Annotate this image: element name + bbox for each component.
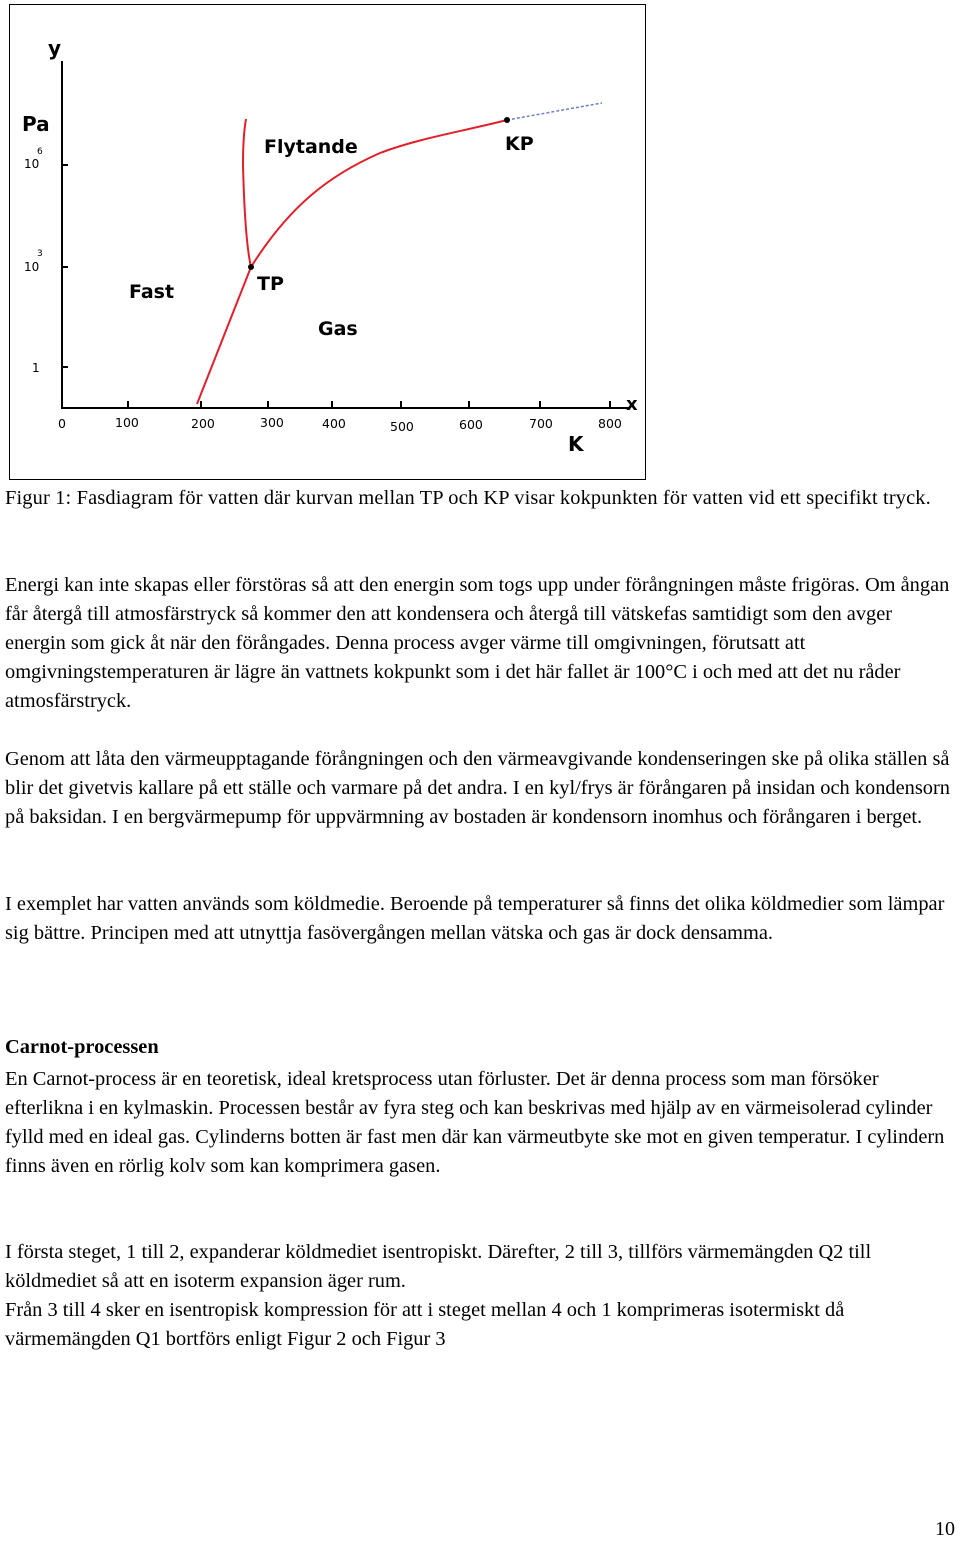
x-tick-label: 0 <box>58 416 66 431</box>
x-tick-label: 300 <box>260 415 284 430</box>
supercritical-dotted-line <box>507 103 602 120</box>
y-tick-exponent: 3 <box>37 249 43 259</box>
body-paragraph: Genom att låta den värmeupptagande förångningen och den värmeavgivande kondenseringen ske på olika ställen så blir det givetvis kallare på ett ställe och varmare på det andra. I en kyl/frys är förångaren på insidan och kondensorn på baksidan. I en bergvärmepump för uppvärmning av bostaden är kondensorn inomhus och förångaren i berget. <box>5 748 950 828</box>
section-paragraph: I första steget, 1 till 2, expanderar köldmediet isentropiskt. Därefter, 2 till 3, tillförs värmemängden Q2 till köldmediet så att en isoterm expansion äger rum. <box>5 1241 872 1292</box>
body-paragraph: I exemplet har vatten används som köldmedie. Beroende på temperaturer så finns det olika köldmedier som lämpar sig bättre. Principen med att utnyttja fasövergången mellan vätska och gas är dock densamma. <box>5 893 945 944</box>
melting-curve <box>243 119 251 267</box>
section-paragraph: Från 3 till 4 sker en isentropisk kompression för att i steget mellan 4 och 1 komprimeras isotermiskt då värmemängden Q1 bortförs enligt Figur 2 och Figur 3 <box>5 1299 845 1350</box>
x-tick-label: 100 <box>115 415 139 430</box>
x-tick-label: 700 <box>529 416 553 431</box>
x-tick-label: 600 <box>459 417 483 432</box>
section-paragraph: En Carnot-process är en teoretisk, ideal kretsprocess utan förluster. Det är denna process som man försöker efterlikna i en kylmaskin. Processen består av fyra steg och kan beskrivas med hjälp av en värmeisolerad cylinder fylld med en ideal gas. Cylinderns botten är fast men där kan värmeutbyte ske mot en given temperatur. I cylindern finns även en rörlig kolv som kan komprimera gasen. <box>5 1068 945 1177</box>
x-tick-label: 800 <box>598 416 622 431</box>
y-unit-label: Pa <box>22 112 50 136</box>
liquid-region-label: Flytande <box>264 136 358 158</box>
sublimation-curve <box>197 267 251 404</box>
triple-point-label: TP <box>257 273 284 295</box>
x-tick-label: 200 <box>191 416 215 431</box>
y-axis-label: y <box>48 36 62 60</box>
phase-diagram-figure <box>9 4 646 480</box>
y-tick-label: 10 <box>24 260 40 274</box>
page-number: 10 <box>935 1518 955 1540</box>
section-heading: Carnot-processen <box>5 1036 159 1058</box>
critical-point-label: KP <box>505 133 534 155</box>
phase-diagram <box>10 5 645 479</box>
solid-region-label: Fast <box>129 281 175 303</box>
y-tick-label: 1 <box>32 361 40 375</box>
y-tick-label: 10 <box>24 157 40 171</box>
critical-point-marker <box>504 117 510 123</box>
gas-region-label: Gas <box>318 318 358 340</box>
x-tick-label: 400 <box>322 416 346 431</box>
y-tick-exponent: 6 <box>37 147 43 157</box>
figure-caption: Figur 1: Fasdiagram för vatten där kurvan mellan TP och KP visar kokpunkten för vatten vid ett specifikt tryck. <box>5 487 931 509</box>
x-unit-label: K <box>568 432 584 456</box>
body-paragraph: Energi kan inte skapas eller förstöras så att den energin som togs upp under förångningen måste frigöras. Om ångan får återgå till atmosfärstryck så kommer den att kondensera och återgå till vätskefas samtidigt som den avger energin som gick åt när den förångades. Denna process avger värme till omgivningen, förutsatt att omgivningstemperaturen är lägre än vattnets kokpunkt som i det här fallet är 100°C i och med att det nu råder atmosfärstryck. <box>5 574 950 712</box>
x-axis-label: x <box>626 394 638 415</box>
x-tick-label: 500 <box>390 419 414 434</box>
triple-point-marker <box>248 264 254 270</box>
